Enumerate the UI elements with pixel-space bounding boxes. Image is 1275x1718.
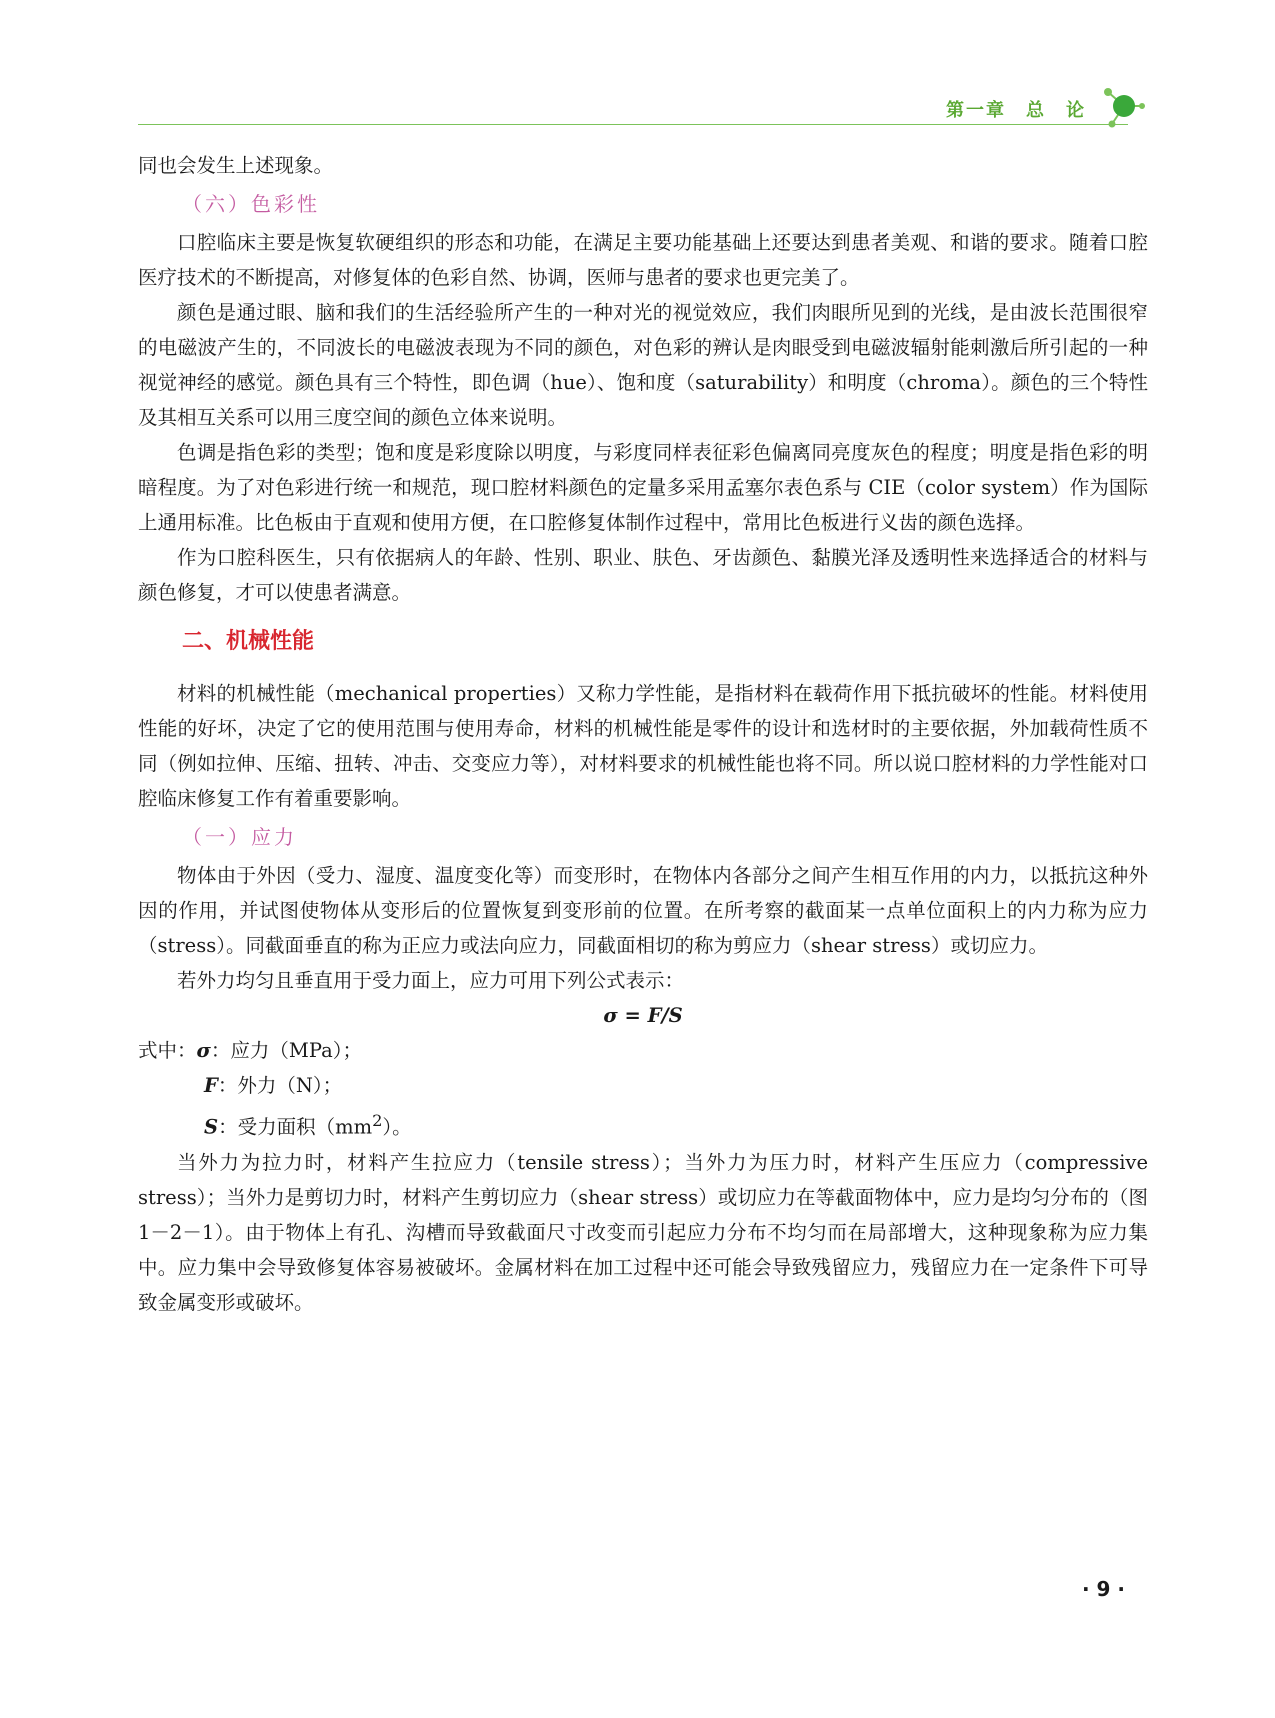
paragraph: 物体由于外因（受力、湿度、温度变化等）而变形时，在物体内各部分之间产生相互作用的内力，以抵抗这种外因的作用，并试图使物体从变形后的位置恢复到变形前的位置。在所考察的截面某一点单位面积上的内力称为应力（stress）。同截面垂直的称为正应力或法向应力，同截面相切的称为剪应力（shear stress）或切应力。 bbox=[138, 864, 1148, 957]
definition-row bbox=[138, 1068, 1148, 1103]
paragraph: 当外力为拉力时，材料产生拉应力（tensile stress）；当外力为压力时，材料产生压应力（compressive stress）；当外力是剪切力时，材料产生剪切应力（shear stress）或切应力在等截面物体中，应力是均匀分布的（图 1－2－1）。由于物体上有孔、沟槽而导致截面尺寸改变而引起应力分布不均匀而在局部增大，这种现象称为应力集中。应力集中会导致修复体容易被破坏。金属材料在加工过程中还可能会导致残留应力，残留应力在一定条件下可导致金属变形或破坏。 bbox=[138, 1150, 1148, 1314]
symbol: F bbox=[204, 1074, 218, 1097]
page-body bbox=[138, 148, 1148, 1320]
definition-prefix: 式中： bbox=[138, 1039, 197, 1062]
definition-text: ：应力（MPa）； bbox=[210, 1039, 362, 1062]
definition-row bbox=[138, 1033, 1148, 1068]
page-number: · 9 · bbox=[1081, 1577, 1125, 1601]
paragraph: 颜色是通过眼、脑和我们的生活经验所产生的一种对光的视觉效应，我们肉眼所见到的光线，是由波长范围很窄的电磁波产生的，不同波长的电磁波表现为不同的颜色，对色彩的辨认是肉眼受到电磁波辐射能刺激后所引起的一种视觉神经的感觉。颜色具有三个特性，即色调（hue）、饱和度（saturability）和明度（chroma）。颜色的三个特性及其相互关系可以用三度空间的颜色立体来说明。 bbox=[138, 301, 1148, 429]
formula: σ = F/S bbox=[603, 1004, 683, 1027]
paragraph: 若外力均匀且垂直用于受力面上，应力可用下列公式表示： bbox=[177, 969, 685, 992]
paragraph: 材料的机械性能（mechanical properties）又称力学性能，是指材料在载荷作用下抵抗破坏的性能。材料使用性能的好坏，决定了它的使用范围与使用寿命，材料的机械性能是零件的设计和选材时的主要依据，外加载荷性质不同（例如拉伸、压缩、扭转、冲击、交变应力等），对材料要求的机械性能也将不同。所以说口腔材料的力学性能对口腔临床修复工作有着重要影响。 bbox=[138, 682, 1148, 810]
definition-text: ：受力面积（mm bbox=[218, 1115, 373, 1139]
running-header bbox=[138, 88, 1148, 128]
symbol: S bbox=[204, 1115, 219, 1139]
superscript: 2 bbox=[372, 1111, 383, 1130]
paragraph: 同也会发生上述现象。 bbox=[138, 154, 334, 177]
paragraph: 作为口腔科医生，只有依据病人的年龄、性别、职业、肤色、牙齿颜色、黏膜光泽及透明性来选择适合的材料与颜色修复，才可以使患者满意。 bbox=[138, 546, 1148, 604]
definition-row bbox=[138, 1103, 1148, 1145]
header-rule bbox=[138, 124, 1128, 125]
definition-text-end: ）。 bbox=[382, 1115, 412, 1139]
subsection-heading-color: （六）色彩性 bbox=[182, 192, 320, 216]
symbol: σ bbox=[196, 1039, 211, 1062]
molecule-icon bbox=[1098, 84, 1148, 132]
definition-text: ：外力（N）； bbox=[217, 1074, 343, 1097]
paragraph: 口腔临床主要是恢复软硬组织的形态和功能，在满足主要功能基础上还要达到患者美观、和谐的要求。随着口腔医疗技术的不断提高，对修复体的色彩自然、协调，医师与患者的要求也更完美了。 bbox=[138, 231, 1148, 289]
formula-definitions bbox=[138, 1033, 1148, 1145]
subsection-heading-stress: （一）应力 bbox=[182, 825, 297, 849]
paragraph: 色调是指色彩的类型；饱和度是彩度除以明度，与彩度同样表征彩色偏离同亮度灰色的程度；明度是指色彩的明暗程度。为了对色彩进行统一和规范，现口腔材料颜色的定量多采用孟塞尔表色系与 CIE（color system）作为国际上通用标准。比色板由于直观和使用方便，在口腔修复体制作过程中，常用比色板进行义齿的颜色选择。 bbox=[138, 441, 1148, 534]
chapter-title: 第一章 总 论 bbox=[946, 100, 1086, 121]
section-heading-mechanical: 二、机械性能 bbox=[182, 629, 315, 654]
